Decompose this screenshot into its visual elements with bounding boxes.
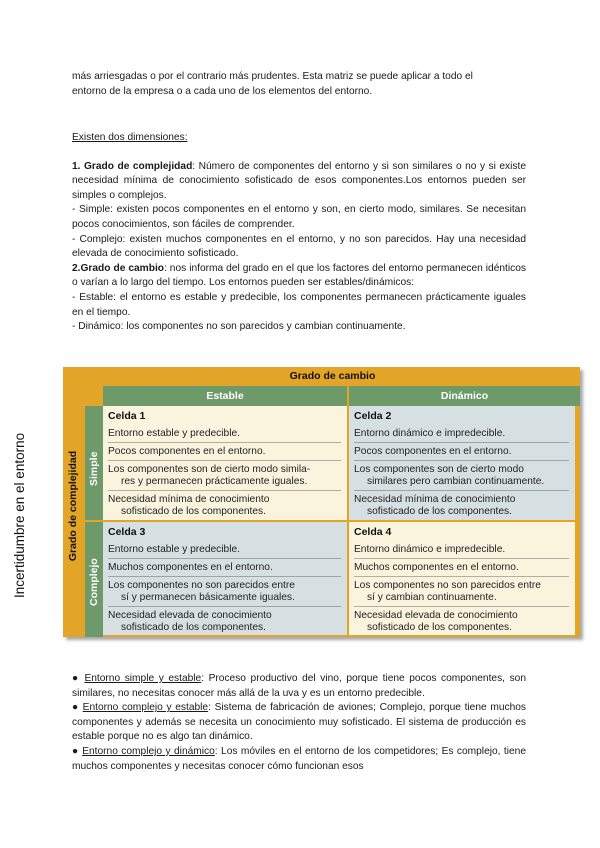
dimension-1-title: 1. Grado de complejidad [72, 160, 193, 172]
dimension-2-paragraph [72, 262, 526, 291]
cell-3 [103, 522, 347, 635]
dimension-2-title: 2.Grado de cambio [72, 262, 164, 274]
cell-line-part: similares pero cambian continuamente. [367, 476, 545, 487]
dimension-2-dinamico: - Dinámico: los componentes no son parecidos y cambian continuamente. [72, 321, 406, 333]
cell-line: Entorno estable y predecible. [108, 428, 341, 443]
cell-line-part: sofisticado de los componentes. [367, 622, 512, 633]
dimension-1-paragraph [72, 160, 526, 204]
matrix-y-axis-label: Grado de complejidad [67, 450, 79, 562]
side-caption: Incertidumbre en el entorno [12, 432, 27, 598]
intro-line-2: entorno de la empresa o a cada uno de los elementos del entorno. [72, 85, 373, 97]
cell-line-part: Necesidad elevada de conocimiento [354, 610, 518, 621]
row-header-complejo-label: Complejo [88, 558, 100, 606]
cell-title: Celda 3 [108, 526, 146, 538]
cell-line-part: Necesidad mínima de conocimiento [354, 494, 516, 505]
cell-line [354, 494, 569, 520]
cell-line-part: Los componentes no son parecidos entre [108, 580, 295, 591]
example-3-text: : Los móviles en el entorno de los competidores; Es complejo, tiene muchos componentes y necesitas conocer cómo funcionan esos [72, 745, 527, 772]
example-1-label: Entorno simple y estable [84, 673, 202, 684]
row-header-simple [85, 406, 103, 520]
cell-line [354, 610, 569, 636]
cell-line-part: Los componentes son de cierto modo [354, 464, 524, 475]
cell-line-part: Los componentes son de cierto modo simila- [108, 464, 311, 475]
cell-line-part: sofisticado de los componentes. [121, 506, 266, 517]
cell-line [354, 464, 569, 491]
example-2: ● Entorno complejo y estable: Sistema de fabricación de aviones; Complejo, porque tiene muchos componentes y además se necesita un conocimiento muy sofisticado. El sistema de producción es estable porque no es algo tan dinámico. [72, 702, 527, 743]
cell-title: Celda 2 [354, 410, 392, 422]
examples-section [72, 672, 526, 774]
cell-line-part: sofisticado de los componentes. [121, 622, 266, 633]
cell-line [354, 580, 569, 607]
cell-line: Entorno estable y predecible. [108, 544, 341, 559]
cell-line [108, 610, 341, 636]
example-3: ● Entorno complejo y dinámico: Los móviles en el entorno de los competidores; Es complejo, tiene muchos componentes y necesitas conocer cómo funcionan esos [72, 745, 527, 772]
cell-line [108, 464, 341, 491]
cell-line-part: sofisticado de los componentes. [367, 506, 512, 517]
cell-title: Celda 4 [354, 526, 392, 538]
dimensions-heading: Existen dos dimensiones: [72, 132, 188, 143]
cell-2 [349, 406, 575, 520]
cell-line: Muchos componentes en el entorno. [108, 562, 341, 577]
cell-1 [103, 406, 347, 520]
row-header-complejo [85, 522, 103, 637]
dimension-2-text: : nos informa del grado en el que los factores del entorno permanecen idénticos o varían a lo largo del tiempo. Los entornos pueden ser estables/dinámicos: [72, 262, 526, 289]
example-1: ● Entorno simple y estable: Proceso productivo del vino, porque tiene pocos componentes, son similares, no necesitas conocer más allá de la uva y es un entorno predecible. [72, 673, 526, 699]
example-2-text: : Sistema de fabricación de aviones; Complejo, porque tiene muchos componentes y además se necesita un conocimiento muy sofisticado. El sistema de producción es estable porque no es algo tan dinámico. [72, 702, 527, 743]
cell-line: Entorno dinámico e impredecible. [354, 428, 569, 443]
column-header-estable: Estable [103, 386, 347, 406]
cell-line-part: Necesidad elevada de conocimiento [108, 610, 272, 621]
intro-line-1: más arriesgadas o por el contrario más prudentes. Esta matriz se puede aplicar a todo el [72, 71, 473, 82]
cell-line: Pocos componentes en el entorno. [354, 446, 569, 461]
example-3-label: Entorno complejo y dinámico [82, 745, 215, 757]
cell-line [108, 494, 341, 520]
cell-line-part: Los componentes no son parecidos entre [354, 580, 541, 591]
dimension-2-estable: - Estable: el entorno es estable y predecible, los componentes permanecen prácticamente iguales en el tiempo. [72, 291, 526, 318]
cell-title: Celda 1 [108, 410, 146, 422]
matrix-title: Grado de cambio [289, 370, 376, 382]
example-1-text: : Proceso productivo del vino, porque tiene pocos componentes, son similares, no necesitas conocer más allá de la uva y es un entorno predecible. [72, 673, 526, 699]
cell-line: Pocos componentes en el entorno. [108, 446, 341, 461]
dimensions-section [72, 131, 526, 335]
matrix-y-axis [63, 386, 85, 637]
uncertainty-matrix [63, 367, 580, 637]
dimension-1-simple: - Simple: existen pocos componentes en el entorno y son, en cierto modo, similares. Se necesitan pocos conocimientos, son fáciles de comprender. [72, 204, 526, 230]
cell-line-part: sí y cambian continuamente. [367, 592, 497, 603]
cell-line: Muchos componentes en el entorno. [354, 562, 569, 577]
cell-line-part: res y permanecen prácticamente iguales. [121, 476, 308, 487]
row-header-simple-label: Simple [88, 451, 100, 486]
cell-line-part: sí y permanecen básicamente iguales. [121, 592, 295, 603]
intro-paragraph [72, 70, 526, 99]
cell-4 [349, 522, 575, 635]
cell-line [108, 580, 341, 607]
column-header-dinamico: Dinámico [349, 386, 580, 406]
example-2-label: Entorno complejo y estable [82, 702, 209, 714]
cell-line-part: Necesidad mínima de conocimiento [108, 494, 270, 505]
dimension-1-text: : Número de componentes del entorno y si son similares o no y si existe necesidad mínima de conocimiento sofisticado de esos componentes.Los entornos pueden ser simples o complejos. [72, 160, 526, 201]
dimension-1-complejo: - Complejo: existen muchos componentes en el entorno, y no son parecidos. Hay una necesidad elevada de conocimiento sofisticado. [72, 233, 526, 260]
cell-line: Entorno dinámico e impredecible. [354, 544, 569, 559]
